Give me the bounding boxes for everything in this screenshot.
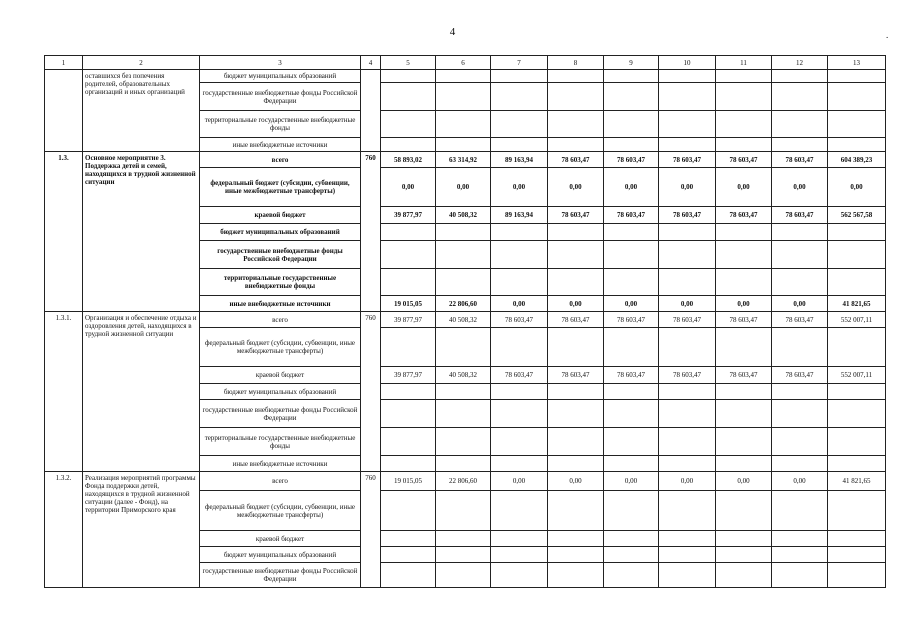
value-cell [604, 111, 659, 138]
value-cell [604, 428, 659, 456]
value-cell: 0,00 [716, 296, 772, 312]
corner-mark: . [886, 30, 889, 40]
value-cell [381, 70, 436, 83]
value-cell [716, 224, 772, 241]
value-cell: 0,00 [604, 168, 659, 207]
value-cell: 19 015,05 [381, 472, 436, 491]
value-cell [381, 547, 436, 563]
header-row [45, 56, 886, 70]
value-cell [659, 70, 716, 83]
value-cell [828, 111, 886, 138]
value-cell: 63 314,92 [436, 152, 491, 168]
column-header: 6 [436, 56, 491, 70]
table-row [45, 472, 886, 491]
value-cell [548, 563, 604, 588]
value-cell [659, 400, 716, 428]
value-cell [716, 563, 772, 588]
value-cell [491, 547, 548, 563]
value-cell [548, 384, 604, 400]
funding-source: бюджет муниципальных образований [200, 384, 361, 400]
column-header: 10 [659, 56, 716, 70]
value-cell [381, 563, 436, 588]
value-cell [716, 531, 772, 547]
funding-source: территориальные государственные внебюджетные фонды [200, 111, 361, 138]
value-cell [604, 384, 659, 400]
value-cell [772, 138, 828, 152]
value-cell [604, 138, 659, 152]
funding-source: иные внебюджетные источники [200, 296, 361, 312]
value-cell [659, 563, 716, 588]
value-cell [604, 531, 659, 547]
item-number: 1.3.2. [45, 472, 83, 588]
value-cell [659, 531, 716, 547]
agency-code: 760 [361, 472, 381, 588]
value-cell [381, 138, 436, 152]
column-header: 13 [828, 56, 886, 70]
column-header: 12 [772, 56, 828, 70]
funding-source: государственные внебюджетные фонды Российской Федерации [200, 241, 361, 269]
value-cell [828, 269, 886, 296]
value-cell: 0,00 [436, 168, 491, 207]
value-cell [491, 224, 548, 241]
value-cell [491, 269, 548, 296]
value-cell: 78 603,47 [772, 312, 828, 328]
value-cell: 78 603,47 [772, 152, 828, 168]
value-cell: 89 163,94 [491, 207, 548, 224]
value-cell: 0,00 [604, 296, 659, 312]
value-cell: 39 877,97 [381, 367, 436, 384]
value-cell [772, 384, 828, 400]
value-cell: 41 821,65 [828, 472, 886, 491]
value-cell [828, 138, 886, 152]
value-cell: 78 603,47 [659, 367, 716, 384]
column-header: 2 [83, 56, 200, 70]
value-cell: 0,00 [772, 168, 828, 207]
value-cell [381, 241, 436, 269]
value-cell [828, 241, 886, 269]
value-cell [436, 70, 491, 83]
value-cell [604, 241, 659, 269]
value-cell [548, 491, 604, 531]
value-cell: 39 877,97 [381, 312, 436, 328]
value-cell [659, 384, 716, 400]
value-cell [716, 547, 772, 563]
value-cell [772, 111, 828, 138]
value-cell: 604 389,23 [828, 152, 886, 168]
value-cell [491, 563, 548, 588]
value-cell: 78 603,47 [604, 312, 659, 328]
value-cell: 552 007,11 [828, 367, 886, 384]
item-description: Организация и обеспечение отдыха и оздоровления детей, находящихся в трудной жизненной ситуации [83, 312, 200, 472]
value-cell: 0,00 [491, 296, 548, 312]
value-cell [716, 491, 772, 531]
agency-code: 760 [361, 312, 381, 472]
value-cell [491, 111, 548, 138]
value-cell [491, 491, 548, 531]
value-cell: 0,00 [604, 472, 659, 491]
item-description: оставшихся без попечения родителей, образовательных организаций и иных организаций [83, 70, 200, 152]
value-cell: 78 603,47 [604, 367, 659, 384]
value-cell [436, 138, 491, 152]
value-cell: 552 007,11 [828, 312, 886, 328]
value-cell [548, 224, 604, 241]
value-cell [772, 491, 828, 531]
value-cell: 40 508,32 [436, 367, 491, 384]
value-cell: 78 603,47 [604, 207, 659, 224]
value-cell [436, 456, 491, 472]
funding-source: бюджет муниципальных образований [200, 224, 361, 241]
value-cell [716, 241, 772, 269]
value-cell: 0,00 [772, 296, 828, 312]
value-cell [772, 328, 828, 367]
value-cell [659, 491, 716, 531]
value-cell [772, 428, 828, 456]
value-cell [828, 531, 886, 547]
funding-source: краевой бюджет [200, 207, 361, 224]
value-cell: 0,00 [548, 472, 604, 491]
value-cell [604, 563, 659, 588]
value-cell: 0,00 [659, 296, 716, 312]
value-cell [381, 328, 436, 367]
value-cell: 0,00 [828, 168, 886, 207]
value-cell [828, 224, 886, 241]
value-cell: 78 603,47 [548, 312, 604, 328]
funding-source: федеральный бюджет (субсидии, субвенции, иные межбюджетные трансферты) [200, 491, 361, 531]
funding-source: государственные внебюджетные фонды Российской Федерации [200, 400, 361, 428]
item-description: Основное мероприятие 3. Поддержка детей и семей, находящихся в трудной жизненной ситуации [83, 152, 200, 312]
value-cell [659, 241, 716, 269]
value-cell [381, 83, 436, 111]
funding-source: территориальные государственные внебюджетные фонды [200, 269, 361, 296]
value-cell: 58 893,02 [381, 152, 436, 168]
value-cell [659, 428, 716, 456]
item-description: Реализация мероприятий программы Фонда поддержки детей, находящихся в трудной жизненной ситуации (далее - Фонд), на территории Приморского края [83, 472, 200, 588]
funding-source: государственные внебюджетные фонды Российской Федерации [200, 83, 361, 111]
value-cell [491, 456, 548, 472]
value-cell [604, 83, 659, 111]
funding-source: иные внебюджетные источники [200, 138, 361, 152]
value-cell: 22 806,60 [436, 472, 491, 491]
value-cell: 0,00 [548, 296, 604, 312]
value-cell [381, 491, 436, 531]
value-cell [828, 563, 886, 588]
value-cell [436, 563, 491, 588]
value-cell [491, 328, 548, 367]
value-cell: 78 603,47 [491, 312, 548, 328]
funding-source: краевой бюджет [200, 367, 361, 384]
value-cell: 78 603,47 [491, 367, 548, 384]
value-cell [828, 456, 886, 472]
value-cell: 78 603,47 [772, 367, 828, 384]
funding-source: федеральный бюджет (субсидии, субвенции, иные межбюджетные трансферты) [200, 168, 361, 207]
value-cell [828, 428, 886, 456]
value-cell [436, 400, 491, 428]
value-cell: 562 567,58 [828, 207, 886, 224]
value-cell: 0,00 [491, 472, 548, 491]
value-cell [381, 456, 436, 472]
value-cell: 0,00 [491, 168, 548, 207]
table-row [45, 312, 886, 328]
funding-source: бюджет муниципальных образований [200, 547, 361, 563]
value-cell [772, 83, 828, 111]
value-cell: 0,00 [659, 168, 716, 207]
value-cell: 89 163,94 [491, 152, 548, 168]
value-cell [548, 328, 604, 367]
value-cell: 22 806,60 [436, 296, 491, 312]
value-cell [548, 83, 604, 111]
value-cell [491, 531, 548, 547]
value-cell [772, 531, 828, 547]
funding-source: всего [200, 152, 361, 168]
table-row [45, 70, 886, 83]
column-header: 1 [45, 56, 83, 70]
funding-source: иные внебюджетные источники [200, 456, 361, 472]
value-cell [828, 547, 886, 563]
funding-source: всего [200, 312, 361, 328]
value-cell: 19 015,05 [381, 296, 436, 312]
value-cell [491, 384, 548, 400]
value-cell: 40 508,32 [436, 207, 491, 224]
funding-source: федеральный бюджет (субсидии, субвенции, иные межбюджетные трансферты) [200, 328, 361, 367]
value-cell: 78 603,47 [659, 152, 716, 168]
value-cell [659, 111, 716, 138]
agency-code [361, 70, 381, 152]
column-header: 8 [548, 56, 604, 70]
value-cell [548, 269, 604, 296]
value-cell [659, 138, 716, 152]
value-cell [716, 400, 772, 428]
value-cell [381, 531, 436, 547]
value-cell [548, 241, 604, 269]
value-cell [436, 384, 491, 400]
value-cell [548, 547, 604, 563]
value-cell [548, 400, 604, 428]
value-cell [436, 269, 491, 296]
value-cell [659, 224, 716, 241]
value-cell [491, 400, 548, 428]
value-cell [436, 531, 491, 547]
value-cell [716, 384, 772, 400]
column-header: 5 [381, 56, 436, 70]
value-cell [716, 138, 772, 152]
item-number [45, 70, 83, 152]
value-cell [604, 491, 659, 531]
funding-source: бюджет муниципальных образований [200, 70, 361, 83]
value-cell [436, 83, 491, 111]
value-cell [604, 70, 659, 83]
value-cell [659, 328, 716, 367]
value-cell [436, 111, 491, 138]
value-cell [548, 70, 604, 83]
value-cell: 78 603,47 [716, 207, 772, 224]
value-cell [604, 224, 659, 241]
value-cell: 0,00 [716, 168, 772, 207]
value-cell: 0,00 [716, 472, 772, 491]
funding-source: всего [200, 472, 361, 491]
page-number: 4 [449, 26, 456, 38]
value-cell [716, 70, 772, 83]
value-cell: 78 603,47 [772, 207, 828, 224]
value-cell [772, 224, 828, 241]
value-cell [828, 328, 886, 367]
value-cell [381, 400, 436, 428]
value-cell [381, 111, 436, 138]
value-cell [716, 328, 772, 367]
funding-source: территориальные государственные внебюджетные фонды [200, 428, 361, 456]
value-cell [604, 269, 659, 296]
value-cell [716, 428, 772, 456]
value-cell [772, 563, 828, 588]
value-cell [772, 70, 828, 83]
value-cell [604, 547, 659, 563]
value-cell [659, 547, 716, 563]
funding-source: государственные внебюджетные фонды Российской Федерации [200, 563, 361, 588]
agency-code: 760 [361, 152, 381, 312]
budget-table [44, 55, 886, 588]
value-cell: 78 603,47 [604, 152, 659, 168]
column-header: 9 [604, 56, 659, 70]
value-cell [436, 491, 491, 531]
value-cell [604, 328, 659, 367]
value-cell [604, 456, 659, 472]
value-cell [772, 456, 828, 472]
value-cell: 78 603,47 [716, 152, 772, 168]
value-cell [491, 70, 548, 83]
value-cell [381, 384, 436, 400]
value-cell [772, 400, 828, 428]
value-cell [716, 456, 772, 472]
column-header: 3 [200, 56, 361, 70]
funding-source: краевой бюджет [200, 531, 361, 547]
value-cell [491, 241, 548, 269]
value-cell [381, 428, 436, 456]
value-cell [436, 224, 491, 241]
value-cell [491, 428, 548, 456]
value-cell: 78 603,47 [716, 367, 772, 384]
value-cell: 39 877,97 [381, 207, 436, 224]
value-cell [436, 547, 491, 563]
value-cell: 0,00 [659, 472, 716, 491]
value-cell [381, 269, 436, 296]
value-cell [772, 269, 828, 296]
value-cell [828, 491, 886, 531]
value-cell: 78 603,47 [659, 312, 716, 328]
column-header: 11 [716, 56, 772, 70]
value-cell: 0,00 [548, 168, 604, 207]
value-cell [659, 83, 716, 111]
value-cell [548, 138, 604, 152]
value-cell: 41 821,65 [828, 296, 886, 312]
value-cell: 78 603,47 [548, 207, 604, 224]
value-cell: 0,00 [772, 472, 828, 491]
value-cell [659, 269, 716, 296]
value-cell: 40 508,32 [436, 312, 491, 328]
column-header: 7 [491, 56, 548, 70]
value-cell [604, 400, 659, 428]
value-cell [436, 328, 491, 367]
value-cell [716, 269, 772, 296]
value-cell [548, 531, 604, 547]
column-header: 4 [361, 56, 381, 70]
value-cell [548, 111, 604, 138]
table-row [45, 152, 886, 168]
value-cell [828, 384, 886, 400]
value-cell [716, 111, 772, 138]
value-cell [828, 400, 886, 428]
value-cell [772, 547, 828, 563]
value-cell [491, 138, 548, 152]
value-cell [828, 83, 886, 111]
value-cell: 78 603,47 [716, 312, 772, 328]
value-cell [659, 456, 716, 472]
value-cell: 78 603,47 [659, 207, 716, 224]
value-cell [716, 83, 772, 111]
value-cell: 0,00 [381, 168, 436, 207]
value-cell: 78 603,47 [548, 152, 604, 168]
value-cell [548, 428, 604, 456]
item-number: 1.3.1. [45, 312, 83, 472]
value-cell [491, 83, 548, 111]
value-cell [381, 224, 436, 241]
value-cell [436, 241, 491, 269]
value-cell [828, 70, 886, 83]
value-cell: 78 603,47 [548, 367, 604, 384]
item-number: 1.3. [45, 152, 83, 312]
value-cell [548, 456, 604, 472]
value-cell [436, 428, 491, 456]
value-cell [772, 241, 828, 269]
